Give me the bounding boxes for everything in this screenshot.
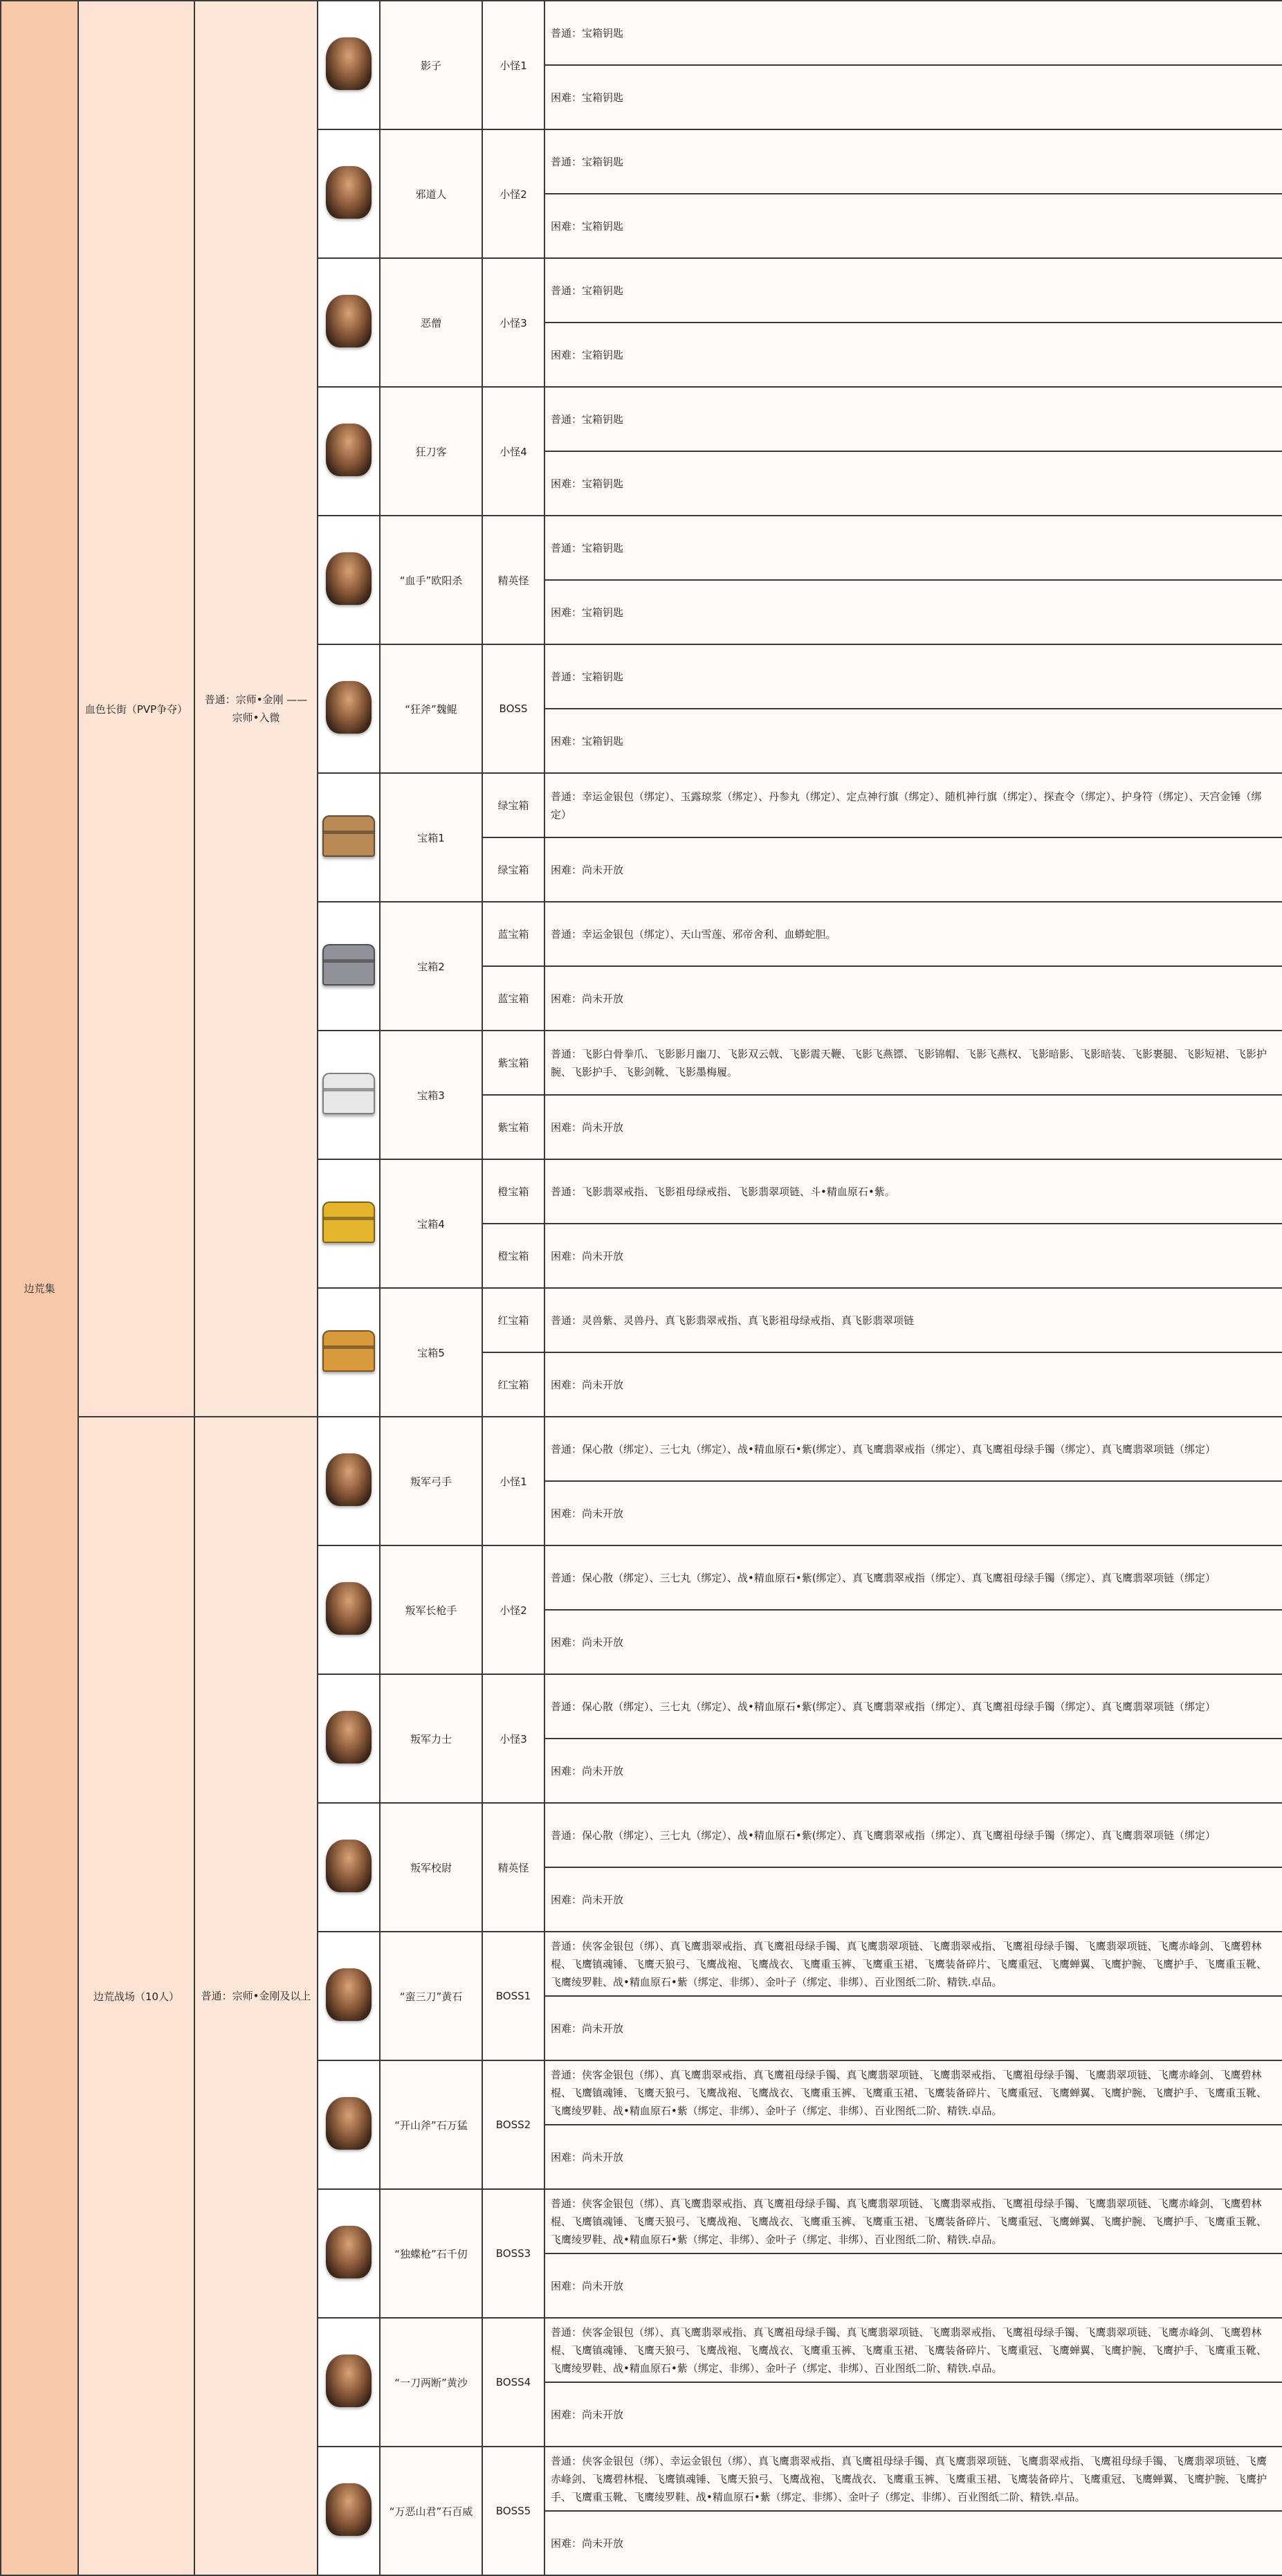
drop-hard: 困难：宝箱钥匙 [544, 194, 1282, 258]
rebel-strongman-portrait-icon [326, 1711, 372, 1763]
portrait-cell [318, 1932, 380, 2060]
monster-type: 小怪2 [482, 129, 544, 258]
drop-normal: 普通：侠客金银包（绑）、幸运金银包（绑）、真飞鹰翡翠戒指、真飞鹰祖母绿手镯、真飞鹰翡翠项链、飞鹰翡翠戒指、飞鹰祖母绿手镯、飞鹰翡翠项链、飞鹰赤峰剑、飞鹰碧林棍、飞鹰镇魂锤、飞鹰天狼弓、飞鹰战袍、飞鹰战衣、飞鹰重玉裤、飞鹰重玉裙、飞鹰装备碎片、飞鹰重冠、飞鹰蝉翼、飞鹰护腕、飞鹰护手、飞鹰重玉靴、飞鹰绫罗鞋、战•精血原石•紫（绑定、非绑）、金叶子（绑定、非绑）、百业图纸二阶、精铁.卓品。 [544, 2447, 1282, 2511]
elite-warrior-portrait-icon [326, 552, 372, 605]
boss2-portrait-icon [326, 2097, 372, 2150]
drop-hard: 困难：尚未开放 [544, 2253, 1282, 2318]
drop-hard: 困难：尚未开放 [544, 1481, 1282, 1545]
portrait-cell [318, 387, 380, 516]
table-row [1, 1, 1282, 65]
red-chest-icon [322, 1330, 375, 1372]
chest-type: 红宝箱 [482, 1352, 544, 1417]
monster-type: BOSS3 [482, 2189, 544, 2318]
drop-normal: 普通：宝箱钥匙 [544, 258, 1282, 323]
portrait-cell [318, 644, 380, 773]
drop-normal: 普通：灵兽紫、灵兽丹、真飞影翡翠戒指、真飞影祖母绿戒指、真飞影翡翠项链 [544, 1288, 1282, 1352]
drop-hard: 困难：尚未开放 [544, 2511, 1282, 2575]
monster-type: BOSS4 [482, 2318, 544, 2447]
monster-name: 叛军校尉 [380, 1803, 482, 1932]
monster-name: “狂斧”魏鲲 [380, 644, 482, 773]
portrait-cell [318, 1, 380, 129]
monster-type: 精英怪 [482, 516, 544, 644]
drop-hard: 困难：尚未开放 [544, 1996, 1282, 2060]
drop-hard: 困难：尚未开放 [544, 1095, 1282, 1159]
portrait-cell [318, 258, 380, 387]
blue-chest-icon [322, 944, 375, 986]
monster-type: BOSS2 [482, 2060, 544, 2189]
monster-name: 叛军力士 [380, 1674, 482, 1803]
monster-name: 宝箱1 [380, 773, 482, 902]
chest-type: 紫宝箱 [482, 1095, 544, 1159]
portrait-cell [318, 516, 380, 644]
monster-name: “血手”欧阳杀 [380, 516, 482, 644]
drop-normal: 普通：侠客金银包（绑）、真飞鹰翡翠戒指、真飞鹰祖母绿手镯、真飞鹰翡翠项链、飞鹰翡翠戒指、飞鹰祖母绿手镯、飞鹰翡翠项链、飞鹰赤峰剑、飞鹰碧林棍、飞鹰镇魂锤、飞鹰天狼弓、飞鹰战袍、飞鹰战衣、飞鹰重玉裤、飞鹰重玉裙、飞鹰装备碎片、飞鹰重冠、飞鹰蝉翼、飞鹰护腕、飞鹰护手、飞鹰重玉靴、飞鹰绫罗鞋、战•精血原石•紫（绑定、非绑）、金叶子（绑定、非绑）、百业图纸二阶、精铁.卓品。 [544, 2318, 1282, 2382]
drop-normal: 普通：宝箱钥匙 [544, 644, 1282, 709]
drop-hard: 困难：尚未开放 [544, 1867, 1282, 1932]
drop-normal: 普通：飞影白骨拳爪、飞影影月幽刀、飞影双云戟、飞影震天鞭、飞影飞燕镖、飞影锦帽、飞影飞燕权、飞影暗影、飞影暗装、飞影裹腿、飞影短裙、飞影护腕、飞影护手、飞影剑靴、飞影墨梅履。 [544, 1031, 1282, 1095]
monster-name: “开山斧”石万猛 [380, 2060, 482, 2189]
rebel-archer-portrait-icon [326, 1453, 372, 1506]
drop-normal: 普通：宝箱钥匙 [544, 516, 1282, 580]
drop-normal: 普通：侠客金银包（绑）、真飞鹰翡翠戒指、真飞鹰祖母绿手镯、真飞鹰翡翠项链、飞鹰翡翠戒指、飞鹰祖母绿手镯、飞鹰翡翠项链、飞鹰赤峰剑、飞鹰碧林棍、飞鹰镇魂锤、飞鹰天狼弓、飞鹰战袍、飞鹰战衣、飞鹰重玉裤、飞鹰重玉裙、飞鹰装备碎片、飞鹰重冠、飞鹰蝉翼、飞鹰护腕、飞鹰护手、飞鹰重玉靴、飞鹰绫罗鞋、战•精血原石•紫（绑定、非绑）、金叶子（绑定、非绑）、百业图纸二阶、精铁.卓品。 [544, 2060, 1282, 2125]
monster-type: 小怪3 [482, 258, 544, 387]
monster-name: 恶僧 [380, 258, 482, 387]
monster-name: “蛮三刀”黄石 [380, 1932, 482, 2060]
drop-hard: 困难：尚未开放 [544, 1739, 1282, 1803]
rebel-officer-portrait-icon [326, 1840, 372, 1892]
rebel-spearman-portrait-icon [326, 1582, 372, 1635]
monster-name: 叛军长枪手 [380, 1545, 482, 1674]
monster-type: 精英怪 [482, 1803, 544, 1932]
monster-name: “万恶山君”石百威 [380, 2447, 482, 2575]
drop-normal: 普通：保心散（绑定）、三七丸（绑定）、战•精血原石•紫(绑定）、真飞鹰翡翠戒指（绑定）、真飞鹰祖母绿手镯（绑定）、真飞鹰翡翠项链（绑定） [544, 1545, 1282, 1610]
drop-normal: 普通：幸运金银包（绑定）、天山雪莲、邪帝舍利、血蟒蛇胆。 [544, 902, 1282, 966]
portrait-cell [318, 2189, 380, 2318]
chest-type: 紫宝箱 [482, 1031, 544, 1095]
portrait-cell [318, 1803, 380, 1932]
purple-chest-icon [322, 1073, 375, 1114]
map-name: 血色长街（PVP争夺） [78, 1, 194, 1417]
drop-normal: 普通：宝箱钥匙 [544, 129, 1282, 194]
drop-normal: 普通：宝箱钥匙 [544, 387, 1282, 451]
portrait-cell [318, 1159, 380, 1288]
drop-normal: 普通：保心散（绑定）、三七丸（绑定）、战•精血原石•紫(绑定）、真飞鹰翡翠戒指（绑定）、真飞鹰祖母绿手镯（绑定）、真飞鹰翡翠项链（绑定） [544, 1417, 1282, 1481]
monster-type: 小怪2 [482, 1545, 544, 1674]
monster-name: 叛军弓手 [380, 1417, 482, 1545]
portrait-cell [318, 1031, 380, 1159]
portrait-cell [318, 1674, 380, 1803]
portrait-cell [318, 129, 380, 258]
boss3-portrait-icon [326, 2226, 372, 2278]
table-row [1, 1417, 1282, 1481]
drop-hard: 困难：尚未开放 [544, 2382, 1282, 2447]
drop-hard: 困难：宝箱钥匙 [544, 451, 1282, 516]
drop-normal: 普通：侠客金银包（绑）、真飞鹰翡翠戒指、真飞鹰祖母绿手镯、真飞鹰翡翠项链、飞鹰翡翠戒指、飞鹰祖母绿手镯、飞鹰翡翠项链、飞鹰赤峰剑、飞鹰碧林棍、飞鹰镇魂锤、飞鹰天狼弓、飞鹰战袍、飞鹰战衣、飞鹰重玉裤、飞鹰重玉裙、飞鹰装备碎片、飞鹰重冠、飞鹰蝉翼、飞鹰护腕、飞鹰护手、飞鹰重玉靴、飞鹰绫罗鞋、战•精血原石•紫（绑定、非绑）、金叶子（绑定、非绑）、百业图纸二阶、精铁.卓品。 [544, 2189, 1282, 2253]
boss4-portrait-icon [326, 2355, 372, 2407]
swordsman-portrait-icon [326, 166, 372, 219]
drop-hard: 困难：尚未开放 [544, 1610, 1282, 1674]
monster-type: 小怪1 [482, 1, 544, 129]
orange-chest-icon [322, 1201, 375, 1243]
drop-hard: 困难：尚未开放 [544, 1352, 1282, 1417]
drop-hard: 困难：宝箱钥匙 [544, 65, 1282, 129]
mode-requirement: 普通：宗师•金刚及以上 [194, 1417, 318, 2575]
monster-type: BOSS5 [482, 2447, 544, 2575]
blade-fighter-portrait-icon [326, 424, 372, 476]
drop-normal: 普通：保心散（绑定）、三七丸（绑定）、战•精血原石•紫(绑定）、真飞鹰翡翠戒指（绑定）、真飞鹰祖母绿手镯（绑定）、真飞鹰翡翠项链（绑定） [544, 1674, 1282, 1739]
monster-type: BOSS [482, 644, 544, 773]
chest-type: 蓝宝箱 [482, 902, 544, 966]
drop-hard: 困难：宝箱钥匙 [544, 580, 1282, 644]
map-name: 边荒战场（10人） [78, 1417, 194, 2575]
mode-requirement: 普通：宗师•金刚 —— 宗师•入微 [194, 1, 318, 1417]
monster-name: 宝箱4 [380, 1159, 482, 1288]
portrait-cell [318, 1417, 380, 1545]
monster-name: 狂刀客 [380, 387, 482, 516]
monster-name: 宝箱5 [380, 1288, 482, 1417]
monster-type: 小怪1 [482, 1417, 544, 1545]
chest-type: 绿宝箱 [482, 837, 544, 902]
drop-hard: 困难：尚未开放 [544, 837, 1282, 902]
portrait-cell [318, 1288, 380, 1417]
drop-hard: 困难：尚未开放 [544, 966, 1282, 1031]
chest-type: 绿宝箱 [482, 773, 544, 837]
drop-normal: 普通：保心散（绑定）、三七丸（绑定）、战•精血原石•紫(绑定）、真飞鹰翡翠戒指（绑定）、真飞鹰祖母绿手镯（绑定）、真飞鹰翡翠项链（绑定） [544, 1803, 1282, 1867]
green-chest-icon [322, 815, 375, 857]
boss-warrior-portrait-icon [326, 681, 372, 734]
drop-hard: 困难：尚未开放 [544, 2125, 1282, 2189]
monster-name: 宝箱2 [380, 902, 482, 1031]
portrait-cell [318, 1545, 380, 1674]
region-label: 边荒集 [1, 1, 78, 2575]
monk-portrait-icon [326, 295, 372, 347]
monster-name: “一刀两断”黄沙 [380, 2318, 482, 2447]
monster-name: “独蝶枪”石千仞 [380, 2189, 482, 2318]
drop-normal: 普通：侠客金银包（绑）、真飞鹰翡翠戒指、真飞鹰祖母绿手镯、真飞鹰翡翠项链、飞鹰翡翠戒指、飞鹰祖母绿手镯、飞鹰翡翠项链、飞鹰赤峰剑、飞鹰碧林棍、飞鹰镇魂锤、飞鹰天狼弓、飞鹰战袍、飞鹰战衣、飞鹰重玉裤、飞鹰重玉裙、飞鹰装备碎片、飞鹰重冠、飞鹰蝉翼、飞鹰护腕、飞鹰护手、飞鹰重玉靴、飞鹰绫罗鞋、战•精血原石•紫（绑定、非绑）、金叶子（绑定、非绑）、百业图纸二阶、精铁.卓品。 [544, 1932, 1282, 1996]
monster-type: 小怪4 [482, 387, 544, 516]
chest-type: 橙宝箱 [482, 1159, 544, 1224]
monster-type: BOSS1 [482, 1932, 544, 2060]
chest-type: 橙宝箱 [482, 1224, 544, 1288]
monster-name: 宝箱3 [380, 1031, 482, 1159]
bandit-portrait-icon [326, 37, 372, 90]
portrait-cell [318, 773, 380, 902]
drop-hard: 困难：尚未开放 [544, 1224, 1282, 1288]
drop-hard: 困难：宝箱钥匙 [544, 709, 1282, 773]
boss5-portrait-icon [326, 2483, 372, 2536]
chest-type: 蓝宝箱 [482, 966, 544, 1031]
boss1-portrait-icon [326, 1968, 372, 2021]
monster-type: 小怪3 [482, 1674, 544, 1803]
portrait-cell [318, 2447, 380, 2575]
drop-normal: 普通：幸运金银包（绑定）、玉露琼浆（绑定）、丹参丸（绑定）、定点神行旗（绑定）、随机神行旗（绑定）、探查令（绑定）、护身符（绑定）、天宫金锤（绑定） [544, 773, 1282, 837]
monster-name: 邪道人 [380, 129, 482, 258]
drop-normal: 普通：飞影翡翠戒指、飞影祖母绿戒指、飞影翡翠项链、斗•精血原石•紫。 [544, 1159, 1282, 1224]
portrait-cell [318, 2060, 380, 2189]
monster-name: 影子 [380, 1, 482, 129]
drop-hard: 困难：宝箱钥匙 [544, 323, 1282, 387]
portrait-cell [318, 2318, 380, 2447]
drop-normal: 普通：宝箱钥匙 [544, 1, 1282, 65]
chest-type: 红宝箱 [482, 1288, 544, 1352]
portrait-cell [318, 902, 380, 1031]
